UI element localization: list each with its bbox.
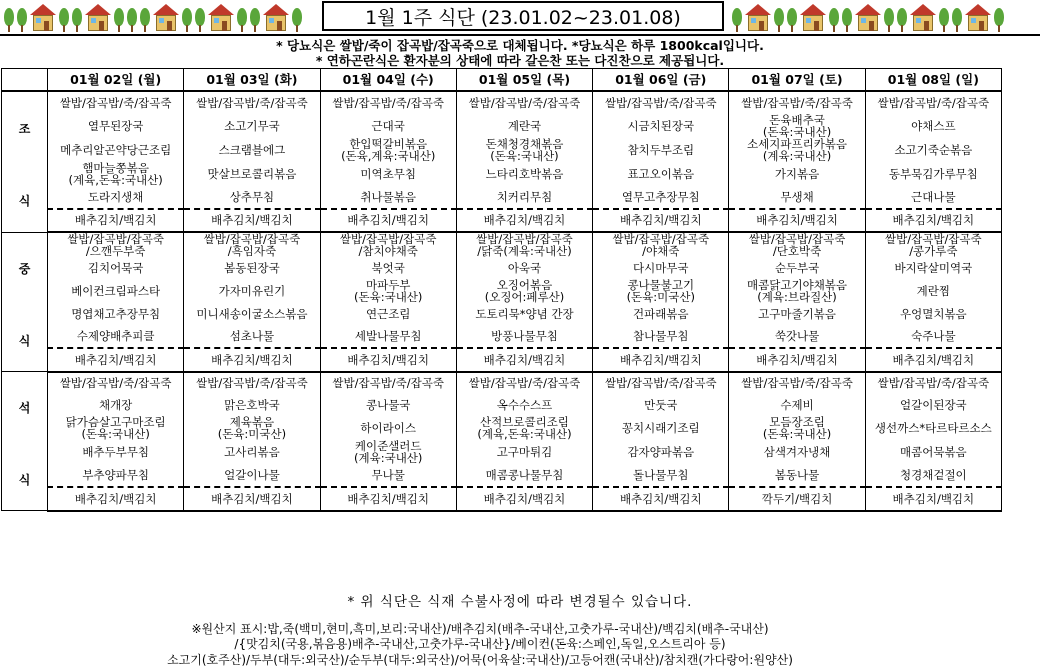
menu-item: 배추김치/백김치 (865, 487, 1001, 511)
menu-item: 미니새송이굴소스볶음 (184, 303, 320, 325)
menu-item: 맛살브로콜리볶음 (184, 162, 320, 186)
menu-item: 베이컨크림파스타 (48, 279, 184, 303)
menu-item: 배추김치/백김치 (456, 209, 592, 233)
tree-icon (787, 8, 797, 32)
menu-item: 부추양파무침 (48, 464, 184, 487)
house-icon (745, 4, 771, 32)
menu-item: 쌀밥/잡곡밥/죽/잡곡죽 (729, 91, 865, 114)
menu-item: 고구마튀김 (456, 440, 592, 464)
menu-item: 계란찜 (865, 279, 1001, 303)
house-icon (910, 4, 936, 32)
menu-item: 채개장 (48, 394, 184, 416)
menu-item: 옥수수스프 (456, 394, 592, 416)
house-icon (965, 4, 991, 32)
menu-item: 순두부국 (729, 257, 865, 279)
menu-item: 매콤콩나물무침 (456, 464, 592, 487)
weekly-menu-table (1, 68, 1002, 512)
menu-item: 숙주나물 (865, 325, 1001, 348)
menu-item: 건파래볶음 (593, 303, 729, 325)
tree-icon (140, 8, 150, 32)
menu-item: 제육볶음 (돈육:미국산) (184, 416, 320, 440)
menu-item: 쌀밥/잡곡밥/잡곡죽 /야채죽 (593, 232, 729, 257)
house-icon (208, 4, 234, 32)
tree-icon (59, 8, 69, 32)
menu-item: 고구마줄기볶음 (729, 303, 865, 325)
menu-item: 케이준샐러드 (계육:국내산) (320, 440, 456, 464)
menu-item: 도라지생채 (48, 186, 184, 209)
menu-item: 느타리호박볶음 (456, 162, 592, 186)
tree-icon (4, 8, 14, 32)
menu-item: 쌀밥/잡곡밥/잡곡죽 /닭죽(계육:국내산) (456, 232, 592, 257)
tree-icon (842, 8, 852, 32)
tree-icon (939, 8, 949, 32)
menu-item: 모듬장조림 (돈육:국내산) (729, 416, 865, 440)
menu-row (2, 279, 1002, 303)
menu-item: 마파두부 (돈육:국내산) (320, 279, 456, 303)
day-header: 01월 03일 (화) (184, 69, 320, 92)
menu-item: 산적브로콜리조림 (계육,돈육:국내산) (456, 416, 592, 440)
menu-item: 청경채겉절이 (865, 464, 1001, 487)
menu-item: 쌀밥/잡곡밥/잡곡죽 /참치야채죽 (320, 232, 456, 257)
day-header: 01월 02일 (월) (48, 69, 184, 92)
menu-item: 미역초무침 (320, 162, 456, 186)
menu-item: 콩나물국 (320, 394, 456, 416)
menu-item: 쌀밥/잡곡밥/잡곡죽 /으깬두부죽 (48, 232, 184, 257)
menu-row (2, 440, 1002, 464)
menu-item: 배추김치/백김치 (320, 348, 456, 372)
menu-item: 가자미유린기 (184, 279, 320, 303)
menu-item: 얼갈이된장국 (865, 394, 1001, 416)
menu-item: 참치두부조림 (593, 138, 729, 162)
menu-item: 배추김치/백김치 (593, 209, 729, 233)
menu-item: 쌀밥/잡곡밥/죽/잡곡죽 (184, 372, 320, 395)
village-decoration-right (732, 2, 1034, 32)
menu-item: 콩나물불고기 (돈육:미국산) (593, 279, 729, 303)
menu-item: 무나물 (320, 464, 456, 487)
menu-item: 배추두부무침 (48, 440, 184, 464)
menu-item: 배추김치/백김치 (184, 209, 320, 233)
menu-item: 명엽채고추장무침 (48, 303, 184, 325)
menu-item: 열무고추장무침 (593, 186, 729, 209)
tree-icon (237, 8, 247, 32)
menu-item: 북엇국 (320, 257, 456, 279)
menu-row (2, 487, 1002, 511)
menu-item: 쌀밥/잡곡밥/죽/잡곡죽 (48, 372, 184, 395)
menu-item: 감자양파볶음 (593, 440, 729, 464)
menu-item: 소고기무국 (184, 114, 320, 138)
menu-item: 쌀밥/잡곡밥/죽/잡곡죽 (729, 372, 865, 395)
menu-item: 배추김치/백김치 (456, 487, 592, 511)
day-header: 01월 04일 (수) (320, 69, 456, 92)
menu-item: 쑥갓나물 (729, 325, 865, 348)
day-header: 01월 06일 (금) (593, 69, 729, 92)
menu-item: 배추김치/백김치 (865, 209, 1001, 233)
meal-label-bottom: 식 (18, 193, 31, 208)
meal-label (2, 91, 48, 232)
tree-icon (952, 8, 962, 32)
menu-item: 생선까스*타르타르소스 (865, 416, 1001, 440)
menu-item: 열무된장국 (48, 114, 184, 138)
tree-icon (732, 8, 742, 32)
menu-item: 매콤닭고기야채볶음 (계육:브라질산) (729, 279, 865, 303)
tree-icon (127, 8, 137, 32)
tree-icon (72, 8, 82, 32)
menu-row (2, 303, 1002, 325)
menu-item: 얼갈이나물 (184, 464, 320, 487)
menu-item: 고사리볶음 (184, 440, 320, 464)
tree-icon (17, 8, 27, 32)
origin-line-2: /{맛김치(국용,볶음용)배추-국내산,고춧가루-국내산}/베이컨(돈육:스페인,독일,오스트리아 등) (234, 637, 726, 651)
menu-item: 방풍나물무침 (456, 325, 592, 348)
menu-item: 쌀밥/잡곡밥/죽/잡곡죽 (184, 91, 320, 114)
menu-item: 참나물무침 (593, 325, 729, 348)
day-header-row (2, 69, 1002, 92)
menu-item: 취나물볶음 (320, 186, 456, 209)
header-banner (0, 0, 1040, 36)
day-header: 01월 07일 (토) (729, 69, 865, 92)
menu-item: 수제양배추피클 (48, 325, 184, 348)
menu-item: 깍두기/백김치 (729, 487, 865, 511)
menu-item: 치커리무침 (456, 186, 592, 209)
menu-item: 근대국 (320, 114, 456, 138)
menu-item: 배추김치/백김치 (729, 209, 865, 233)
menu-item: 배추김치/백김치 (320, 209, 456, 233)
menu-item: 우엉멸치볶음 (865, 303, 1001, 325)
menu-item: 오징어볶음 (오징어:페루산) (456, 279, 592, 303)
meal-label-top: 석 (18, 401, 31, 416)
tree-icon (292, 8, 302, 32)
menu-item: 연근조림 (320, 303, 456, 325)
meal-label-top: 중 (18, 261, 31, 276)
menu-item: 야채스프 (865, 114, 1001, 138)
menu-row (2, 186, 1002, 209)
menu-row (2, 114, 1002, 138)
menu-item: 맑은호박국 (184, 394, 320, 416)
meal-label-bottom: 식 (18, 473, 31, 488)
menu-item: 아욱국 (456, 257, 592, 279)
menu-item: 쌀밥/잡곡밥/잡곡죽 /콩가루죽 (865, 232, 1001, 257)
tree-icon (897, 8, 907, 32)
menu-row (2, 257, 1002, 279)
tree-icon (182, 8, 192, 32)
menu-item: 섬초나물 (184, 325, 320, 348)
menu-item: 바지락살미역국 (865, 257, 1001, 279)
tree-icon (250, 8, 260, 32)
menu-item: 돌나물무침 (593, 464, 729, 487)
menu-item: 배추김치/백김치 (729, 348, 865, 372)
menu-item: 근대나물 (865, 186, 1001, 209)
menu-row (2, 394, 1002, 416)
menu-item: 메추리알곤약당근조림 (48, 138, 184, 162)
tree-icon (774, 8, 784, 32)
meal-label (2, 232, 48, 371)
menu-item: 수제비 (729, 394, 865, 416)
menu-item: 배추김치/백김치 (593, 487, 729, 511)
menu-item: 배추김치/백김치 (593, 348, 729, 372)
menu-row (2, 91, 1002, 114)
menu-item: 쌀밥/잡곡밥/죽/잡곡죽 (48, 91, 184, 114)
menu-item: 배추김치/백김치 (48, 348, 184, 372)
menu-item: 닭가슴살고구마조림 (돈육:국내산) (48, 416, 184, 440)
corner-cell (2, 69, 48, 92)
menu-item: 만둣국 (593, 394, 729, 416)
menu-item: 하이라이스 (320, 416, 456, 440)
menu-item: 쌀밥/잡곡밥/잡곡죽 /흑임자죽 (184, 232, 320, 257)
menu-item: 배추김치/백김치 (48, 487, 184, 511)
menu-item: 햄마늘쫑볶음 (계육,돈육:국내산) (48, 162, 184, 186)
menu-item: 배추김치/백김치 (184, 487, 320, 511)
origin-line-1: ※원산지 표시:밥,죽(백미,현미,흑미,보리:국내산)/배추김치(배추-국내산,고춧가루-국내산)/백김치(배추-국내산) (191, 622, 769, 636)
menu-item: 소세지파프리카볶음 (계육:국내산) (729, 138, 865, 162)
menu-item: 무생채 (729, 186, 865, 209)
tree-icon (829, 8, 839, 32)
menu-item: 시금치된장국 (593, 114, 729, 138)
menu-item: 쌀밥/잡곡밥/죽/잡곡죽 (865, 372, 1001, 395)
menu-item: 쌀밥/잡곡밥/죽/잡곡죽 (320, 91, 456, 114)
menu-row (2, 348, 1002, 372)
menu-item: 스크램블에그 (184, 138, 320, 162)
menu-row (2, 209, 1002, 233)
menu-item: 봄동나물 (729, 464, 865, 487)
menu-item: 소고기죽순볶음 (865, 138, 1001, 162)
tree-icon (884, 8, 894, 32)
menu-item: 세발나물무침 (320, 325, 456, 348)
menu-item: 도토리묵*양념 간장 (456, 303, 592, 325)
menu-item: 쌀밥/잡곡밥/죽/잡곡죽 (593, 91, 729, 114)
menu-item: 쌀밥/잡곡밥/잡곡죽 /단호박죽 (729, 232, 865, 257)
menu-item: 돈육배추국 (돈육:국내산) (729, 114, 865, 138)
meal-label-top: 조 (18, 121, 31, 136)
menu-item: 상추무침 (184, 186, 320, 209)
tree-icon (195, 8, 205, 32)
menu-item: 삼색겨자냉채 (729, 440, 865, 464)
diabetic-note: * 당뇨식은 쌀밥/죽이 잡곡밥/잡곡죽으로 대체됩니다. *당뇨식은 하루 1800kcal입니다. (276, 38, 764, 53)
house-icon (153, 4, 179, 32)
day-header: 01월 05일 (목) (456, 69, 592, 92)
meal-label-bottom: 식 (18, 333, 31, 348)
menu-row (2, 162, 1002, 186)
menu-item: 쌀밥/잡곡밥/죽/잡곡죽 (320, 372, 456, 395)
origin-line-3: 소고기(호주산)/두부(대두:외국산)/순두부(대두:외국산)/어묵(어육살:국내산)/고등어캔(국내산)/참치캔(가다랑어:원양산) (167, 653, 793, 667)
house-icon (855, 4, 881, 32)
menu-item: 배추김치/백김치 (184, 348, 320, 372)
house-icon (85, 4, 111, 32)
menu-item: 쌀밥/잡곡밥/죽/잡곡죽 (865, 91, 1001, 114)
menu-row (2, 232, 1002, 257)
menu-item: 김치어묵국 (48, 257, 184, 279)
house-icon (30, 4, 56, 32)
menu-item: 계란국 (456, 114, 592, 138)
meal-label (2, 372, 48, 511)
menu-item: 한입떡갈비볶음 (돈육,계육:국내산) (320, 138, 456, 162)
menu-item: 매콤어묵볶음 (865, 440, 1001, 464)
page-title: 1월 1주 식단 (23.01.02~23.01.08) (322, 1, 724, 31)
house-icon (800, 4, 826, 32)
menu-item: 표고오이볶음 (593, 162, 729, 186)
menu-item: 꽁치시래기조림 (593, 416, 729, 440)
village-decoration-left (4, 2, 316, 32)
menu-item: 가지볶음 (729, 162, 865, 186)
menu-item: 동부묵김가루무침 (865, 162, 1001, 186)
menu-item: 다시마무국 (593, 257, 729, 279)
menu-row (2, 325, 1002, 348)
menu-item: 배추김치/백김치 (865, 348, 1001, 372)
menu-item: 쌀밥/잡곡밥/죽/잡곡죽 (456, 372, 592, 395)
menu-item: 쌀밥/잡곡밥/죽/잡곡죽 (593, 372, 729, 395)
house-icon (263, 4, 289, 32)
menu-item: 쌀밥/잡곡밥/죽/잡곡죽 (456, 91, 592, 114)
tree-icon (114, 8, 124, 32)
menu-item: 배추김치/백김치 (48, 209, 184, 233)
change-notice: * 위 식단은 식재 수불사정에 따라 변경될수 있습니다. (347, 594, 693, 610)
menu-row (2, 416, 1002, 440)
menu-item: 배추김치/백김치 (456, 348, 592, 372)
menu-row (2, 138, 1002, 162)
menu-item: 배추김치/백김치 (320, 487, 456, 511)
menu-row (2, 464, 1002, 487)
tree-icon (994, 8, 1004, 32)
menu-item: 돈채청경채볶음 (돈육:국내산) (456, 138, 592, 162)
day-header: 01월 08일 (일) (865, 69, 1001, 92)
dysphagia-note: * 연하곤란식은 환자분의 상태에 따라 갈은찬 또는 다진찬으로 제공됩니다. (315, 53, 725, 68)
menu-row (2, 372, 1002, 395)
menu-item: 봄동된장국 (184, 257, 320, 279)
